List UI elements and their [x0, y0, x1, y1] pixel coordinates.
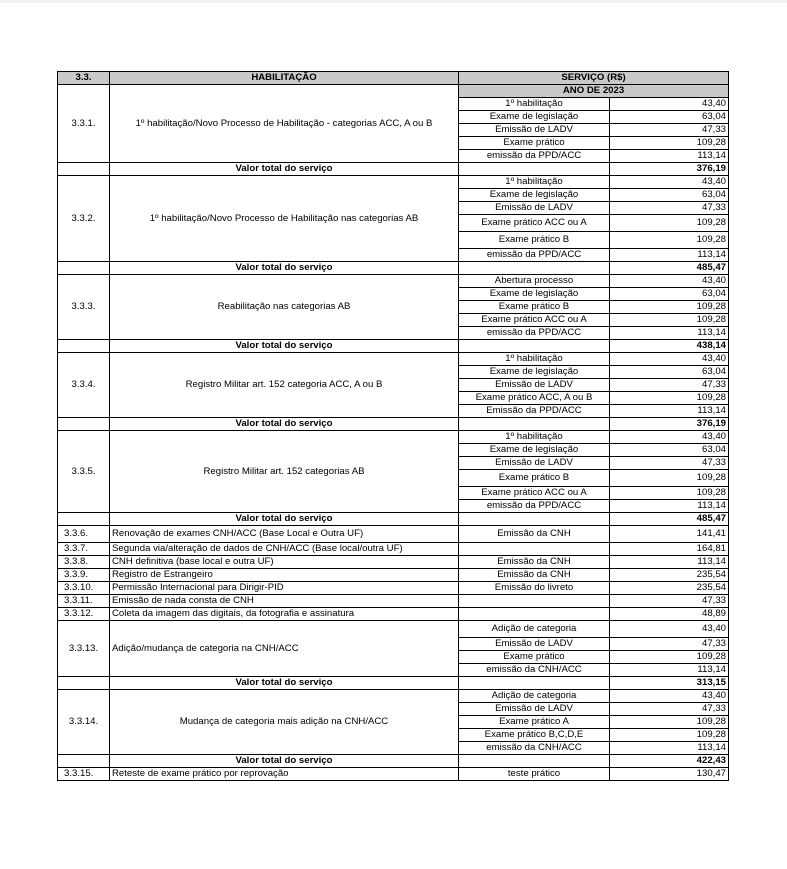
group-code: 3.3.14.: [58, 690, 110, 755]
item-value: 109,28: [610, 215, 729, 232]
item-label: Emissão de LADV: [459, 202, 610, 215]
item-label: Emissão de LADV: [459, 457, 610, 470]
row-value: 47,33: [610, 595, 729, 608]
header-year: ANO DE 2023: [459, 85, 729, 98]
total-row: [58, 262, 729, 275]
row-value: 141,41: [610, 526, 729, 543]
row-code: 3.3.8.: [58, 556, 110, 569]
item-label: Adição de categoria: [459, 621, 610, 638]
row-code: 3.3.15.: [58, 768, 110, 781]
total-item-cell: [459, 677, 610, 690]
item-row: [58, 690, 729, 703]
total-code-cell: [58, 340, 110, 353]
item-row: [58, 275, 729, 288]
table-header-row: [58, 72, 729, 85]
item-label: Exame prático B: [459, 232, 610, 249]
group-code: 3.3.2.: [58, 176, 110, 262]
total-value: 485,47: [610, 262, 729, 275]
item-label: 1º habilitação: [459, 431, 610, 444]
item-value: 63,04: [610, 288, 729, 301]
item-value: 109,28: [610, 487, 729, 500]
total-label: Valor total do serviço: [110, 340, 459, 353]
row-desc: Segunda via/alteração de dados de CNH/ACC (Base local/outra UF): [110, 543, 459, 556]
group-title: Registro Militar art. 152 categorias AB: [110, 431, 459, 513]
item-value: 43,40: [610, 621, 729, 638]
row-item: teste prático: [459, 768, 610, 781]
item-label: Adição de categoria: [459, 690, 610, 703]
item-label: Emissão de LADV: [459, 638, 610, 651]
row-code: 3.3.12.: [58, 608, 110, 621]
item-label: Emissão de LADV: [459, 703, 610, 716]
total-row: [58, 513, 729, 526]
row-desc: CNH definitiva (base local e outra UF): [110, 556, 459, 569]
total-label: Valor total do serviço: [110, 755, 459, 768]
item-value: 109,28: [610, 716, 729, 729]
item-value: 109,28: [610, 137, 729, 150]
item-value: 113,14: [610, 742, 729, 755]
item-row: [58, 353, 729, 366]
item-label: Exame prático ACC ou A: [459, 487, 610, 500]
group-title: Adição/mudança de categoria na CNH/ACC: [110, 621, 459, 677]
item-label: Exame prático ACC, A ou B: [459, 392, 610, 405]
item-label: Emissão de LADV: [459, 124, 610, 137]
item-value: 47,33: [610, 202, 729, 215]
total-value: 376,19: [610, 163, 729, 176]
item-label: emissão da CNH/ACC: [459, 664, 610, 677]
item-value: 109,28: [610, 232, 729, 249]
item-value: 43,40: [610, 275, 729, 288]
row-desc: Emissão de nada consta de CNH: [110, 595, 459, 608]
single-row: [58, 556, 729, 569]
total-value: 485,47: [610, 513, 729, 526]
row-item: Emissão do livreto: [459, 582, 610, 595]
item-value: 43,40: [610, 431, 729, 444]
row-desc: Permissão Internacional para Dirigir-PID: [110, 582, 459, 595]
item-label: Abertura processo: [459, 275, 610, 288]
total-code-cell: [58, 677, 110, 690]
item-value: 47,33: [610, 457, 729, 470]
item-value: 109,28: [610, 392, 729, 405]
single-row: [58, 595, 729, 608]
total-label: Valor total do serviço: [110, 418, 459, 431]
total-label: Valor total do serviço: [110, 262, 459, 275]
total-value: 313,15: [610, 677, 729, 690]
row-value: 164,81: [610, 543, 729, 556]
item-label: Exame prático ACC ou A: [459, 314, 610, 327]
item-value: 113,14: [610, 249, 729, 262]
row-desc: Coleta da imagem das digitais, da fotografia e assinatura: [110, 608, 459, 621]
single-row: [58, 526, 729, 543]
item-label: emissão da PPD/ACC: [459, 327, 610, 340]
row-code: 3.3.10.: [58, 582, 110, 595]
item-value: 109,28: [610, 729, 729, 742]
single-row: [58, 768, 729, 781]
row-desc: Registro de Estrangeiro: [110, 569, 459, 582]
item-label: 1º habilitação: [459, 98, 610, 111]
item-value: 47,33: [610, 703, 729, 716]
single-row: [58, 608, 729, 621]
row-value: 48,89: [610, 608, 729, 621]
row-item: Emissão da CNH: [459, 526, 610, 543]
row-code: 3.3.6.: [58, 526, 110, 543]
item-label: Exame prático: [459, 651, 610, 664]
row-desc: Reteste de exame prático por reprovação: [110, 768, 459, 781]
group-title: 1º habilitação/Novo Processo de Habilitação - categorias ACC, A ou B: [110, 85, 459, 163]
total-label: Valor total do serviço: [110, 677, 459, 690]
item-label: Emissão da PPD/ACC: [459, 405, 610, 418]
row-desc: Renovação de exames CNH/ACC (Base Local e Outra UF): [110, 526, 459, 543]
item-value: 109,28: [610, 470, 729, 487]
total-item-cell: [459, 163, 610, 176]
row-value: 130,47: [610, 768, 729, 781]
item-label: emissão da PPD/ACC: [459, 150, 610, 163]
item-row: [58, 621, 729, 638]
total-value: 438,14: [610, 340, 729, 353]
total-value: 376,19: [610, 418, 729, 431]
total-item-cell: [459, 262, 610, 275]
single-row: [58, 543, 729, 556]
item-value: 63,04: [610, 189, 729, 202]
total-code-cell: [58, 755, 110, 768]
item-value: 113,14: [610, 150, 729, 163]
table-subheader-row: [58, 85, 729, 98]
item-value: 113,14: [610, 664, 729, 677]
item-value: 43,40: [610, 690, 729, 703]
total-code-cell: [58, 418, 110, 431]
item-value: 63,04: [610, 111, 729, 124]
total-row: [58, 418, 729, 431]
fee-table: [57, 71, 729, 781]
item-value: 113,14: [610, 327, 729, 340]
item-label: Exame de legislação: [459, 366, 610, 379]
item-label: Exame prático: [459, 137, 610, 150]
row-value: 235,54: [610, 582, 729, 595]
row-code: 3.3.11.: [58, 595, 110, 608]
item-value: 109,28: [610, 314, 729, 327]
item-value: 109,28: [610, 301, 729, 314]
item-label: Exame prático A: [459, 716, 610, 729]
item-value: 47,33: [610, 638, 729, 651]
item-value: 113,14: [610, 405, 729, 418]
group-code: 3.3.1.: [58, 85, 110, 163]
item-label: 1º habilitação: [459, 176, 610, 189]
total-row: [58, 163, 729, 176]
group-title: 1º habilitação/Novo Processo de Habilitação nas categorias AB: [110, 176, 459, 262]
total-item-cell: [459, 418, 610, 431]
header-section: HABILITAÇÃO: [110, 72, 459, 85]
item-value: 43,40: [610, 98, 729, 111]
header-code: 3.3.: [58, 72, 110, 85]
item-label: Exame prático B: [459, 301, 610, 314]
row-code: 3.3.9.: [58, 569, 110, 582]
row-value: 113,14: [610, 556, 729, 569]
item-label: Emissão de LADV: [459, 379, 610, 392]
row-item: [459, 608, 610, 621]
row-item: Emissão da CNH: [459, 569, 610, 582]
single-row: [58, 582, 729, 595]
total-code-cell: [58, 262, 110, 275]
item-value: 113,14: [610, 500, 729, 513]
item-label: Exame de legislação: [459, 444, 610, 457]
item-label: Exame prático B,C,D,E: [459, 729, 610, 742]
row-item: [459, 595, 610, 608]
total-label: Valor total do serviço: [110, 513, 459, 526]
item-row: [58, 431, 729, 444]
item-row: [58, 176, 729, 189]
item-label: Exame de legislação: [459, 111, 610, 124]
single-row: [58, 569, 729, 582]
total-row: [58, 340, 729, 353]
total-item-cell: [459, 755, 610, 768]
total-row: [58, 755, 729, 768]
item-value: 63,04: [610, 444, 729, 457]
row-item: [459, 543, 610, 556]
group-title: Reabilitação nas categorias AB: [110, 275, 459, 340]
total-code-cell: [58, 163, 110, 176]
item-value: 109,28: [610, 651, 729, 664]
group-code: 3.3.5.: [58, 431, 110, 513]
item-label: Exame prático B: [459, 470, 610, 487]
group-code: 3.3.3.: [58, 275, 110, 340]
group-code: 3.3.4.: [58, 353, 110, 418]
item-label: Exame de legislação: [459, 189, 610, 202]
item-label: emissão da CNH/ACC: [459, 742, 610, 755]
page-top-strip: [0, 0, 787, 3]
row-value: 235,54: [610, 569, 729, 582]
total-item-cell: [459, 340, 610, 353]
item-value: 63,04: [610, 366, 729, 379]
group-title: Registro Militar art. 152 categoria ACC, A ou B: [110, 353, 459, 418]
item-label: Exame prático ACC ou A: [459, 215, 610, 232]
item-value: 47,33: [610, 124, 729, 137]
item-value: 43,40: [610, 353, 729, 366]
header-service: SERVIÇO (R$): [459, 72, 729, 85]
total-value: 422,43: [610, 755, 729, 768]
row-code: 3.3.7.: [58, 543, 110, 556]
total-code-cell: [58, 513, 110, 526]
group-title: Mudança de categoria mais adição na CNH/ACC: [110, 690, 459, 755]
item-label: emissão da PPD/ACC: [459, 500, 610, 513]
group-code: 3.3.13.: [58, 621, 110, 677]
item-label: emissão da PPD/ACC: [459, 249, 610, 262]
row-item: Emissão da CNH: [459, 556, 610, 569]
item-value: 43,40: [610, 176, 729, 189]
item-value: 47,33: [610, 379, 729, 392]
item-label: 1º habilitação: [459, 353, 610, 366]
total-item-cell: [459, 513, 610, 526]
item-label: Exame de legislação: [459, 288, 610, 301]
total-row: [58, 677, 729, 690]
total-label: Valor total do serviço: [110, 163, 459, 176]
